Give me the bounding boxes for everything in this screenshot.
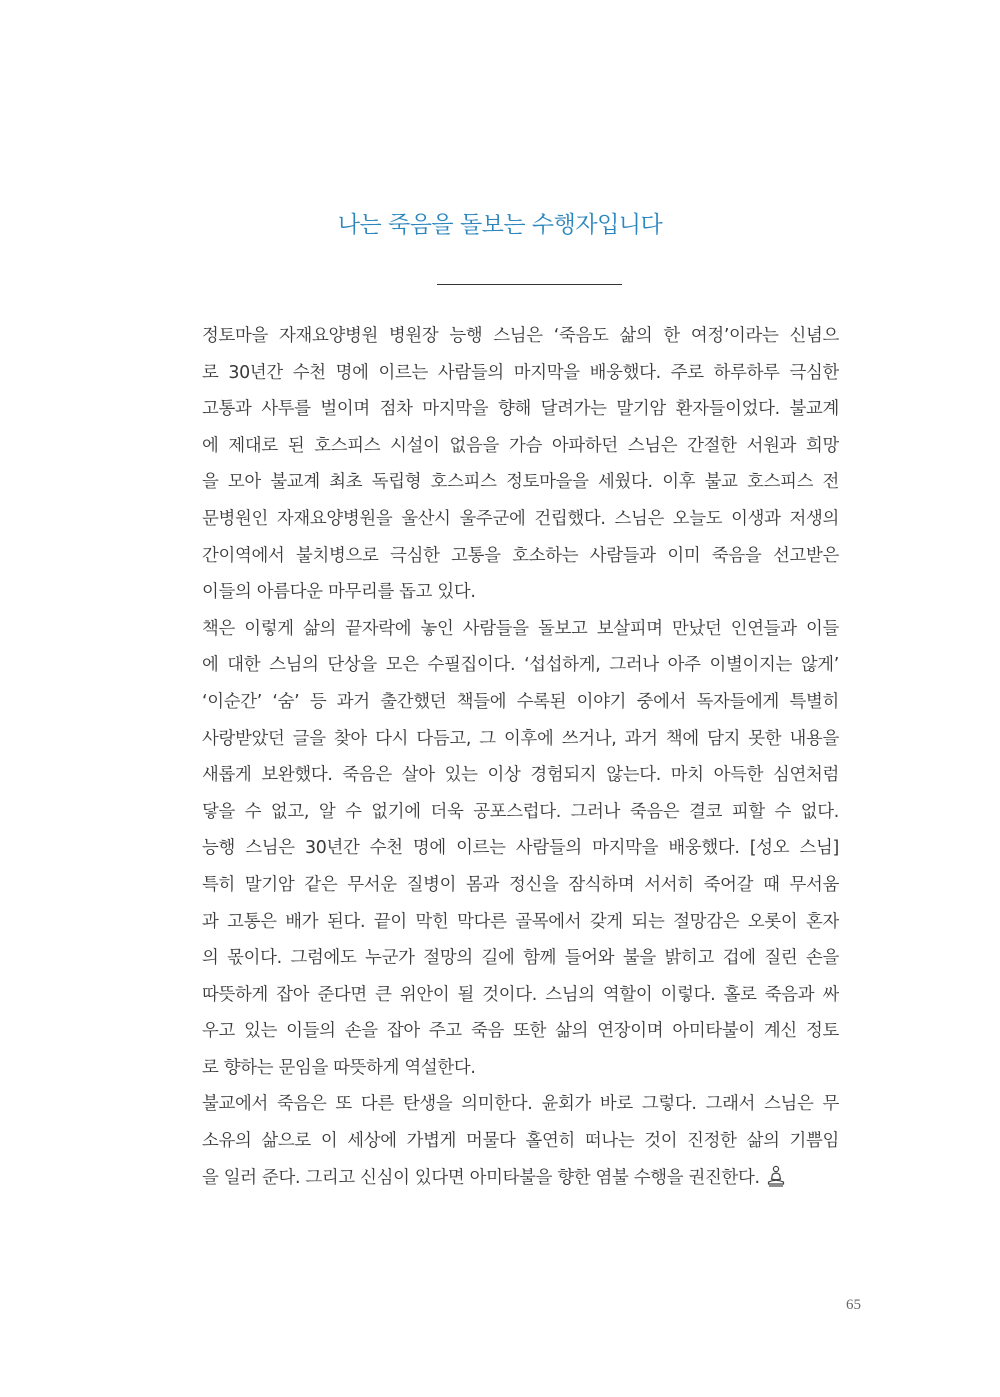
text-line: 문병원인 자재요양병원을 울산시 울주군에 건립했다. 스님은 오늘도 이생과 저생의 bbox=[202, 508, 839, 529]
text-line: 우고 있는 이들의 손을 잡아 주고 죽음 또한 삶의 연장이며 아미타불이 계신 정토 bbox=[202, 1021, 839, 1042]
page-number: 65 bbox=[846, 1297, 861, 1313]
text-line: 특히 말기암 같은 무서운 질병이 몸과 정신을 잠식하며 서서히 죽어갈 때 무서움 bbox=[202, 874, 839, 895]
text-line: 간이역에서 불치병으로 극심한 고통을 호소하는 사람들과 이미 죽음을 선고받은 bbox=[202, 545, 839, 566]
title-divider bbox=[437, 284, 622, 285]
text-line: 로 향하는 문임을 따뜻하게 역설한다. bbox=[202, 1057, 476, 1078]
text-line: 과 고통은 배가 된다. 끝이 막힌 막다른 골목에서 갖게 되는 절망감은 오롯이 혼자 bbox=[202, 911, 839, 932]
text-line: 능행 스님은 30년간 수천 명에 이르는 사람들의 마지막을 배웅했다. [성오 스님] bbox=[202, 838, 839, 859]
text-line: 사랑받았던 글을 찾아 다시 다듬고, 그 이후에 쓰거나, 과거 책에 담지 못한 내용을 bbox=[202, 728, 839, 749]
text-line: 새롭게 보완했다. 죽음은 살아 있는 이상 경험되지 않는다. 마치 아득한 심연처럼 bbox=[202, 765, 839, 786]
article-title: 나는 죽음을 돌보는 수행자입니다 bbox=[337, 212, 663, 238]
text-line: 불교에서 죽음은 또 다른 탄생을 의미한다. 윤회가 바로 그렇다. 그래서 스님은 무 bbox=[202, 1094, 839, 1115]
text-line: 의 몫이다. 그럼에도 누군가 절망의 길에 함께 들어와 불을 밝히고 겁에 질린 손을 bbox=[202, 948, 839, 969]
text-line: ‘이순간’ ‘숨’ 등 과거 출간했던 책들에 수록된 이야기 중에서 독자들에게 특별히 bbox=[202, 691, 839, 712]
text-line: 에 대한 스님의 단상을 모은 수필집이다. ‘섭섭하게, 그러나 아주 이별이지는 않게’ bbox=[202, 655, 839, 676]
text-line-final bbox=[202, 1160, 839, 1197]
text-line: 정토마을 자재요양병원 병원장 능행 스님은 ‘죽음도 삶의 한 여정’이라는 신념으 bbox=[202, 326, 839, 346]
text-line: 을 모아 불교계 최초 독립형 호스피스 정토마을을 세웠다. 이후 불교 호스피스 전 bbox=[202, 472, 839, 493]
text-line: 이들의 아름다운 마무리를 돕고 있다. bbox=[202, 582, 476, 603]
text-line: 소유의 삶으로 이 세상에 가볍게 머물다 홀연히 떠나는 것이 진정한 삶의 기쁨임 bbox=[202, 1131, 839, 1152]
text-line: 고통과 사투를 벌이며 점차 마지막을 향해 달려가는 말기암 환자들이었다. 불교계 bbox=[202, 399, 839, 420]
text-line: 닿을 수 없고, 알 수 없기에 더욱 공포스럽다. 그러나 죽음은 결코 피할 수 없다. bbox=[202, 801, 839, 822]
paragraph bbox=[202, 318, 839, 611]
paragraph bbox=[202, 1086, 839, 1196]
text-line: 따뜻하게 잡아 준다면 큰 위안이 될 것이다. 스님의 역할이 이렇다. 홀로 죽음과 싸 bbox=[202, 984, 839, 1005]
article-body bbox=[202, 318, 839, 1196]
seated-buddha-icon bbox=[766, 1164, 786, 1186]
text-line: 에 제대로 된 호스피스 시설이 없음을 가슴 아파하던 스님은 간절한 서원과 희망 bbox=[202, 435, 839, 456]
text-line: 로 30년간 수천 명에 이르는 사람들의 마지막을 배웅했다. 주로 하루하루 극심한 bbox=[202, 362, 839, 383]
paragraph bbox=[202, 611, 839, 1087]
text-line: 책은 이렇게 삶의 끝자락에 놓인 사람들을 돌보고 보살피며 만났던 인연들과 이들 bbox=[202, 618, 839, 639]
text-line-final-text: 을 일러 준다. 그리고 신심이 있다면 아미타불을 향한 염불 수행을 권진한다. bbox=[202, 1167, 760, 1188]
